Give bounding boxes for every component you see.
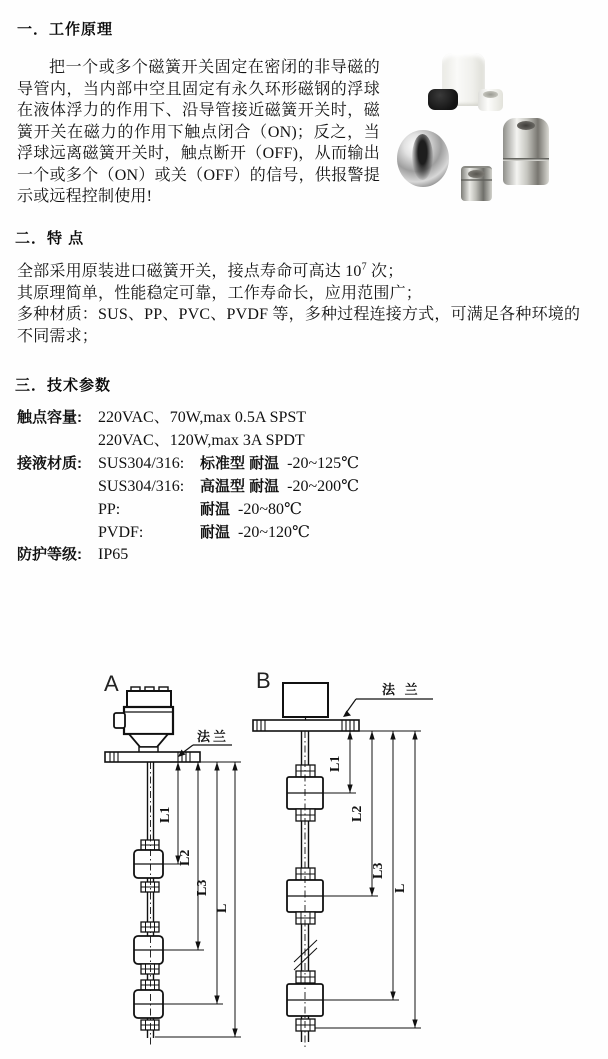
dim-a-l2: L2 [178,849,193,866]
feature-line-1-superscript: 7 [361,261,367,273]
diagram-b [253,668,433,1050]
spec-material: SUS304/316: [98,454,185,472]
dim-b-l3: L3 [371,862,386,879]
spec-type: 耐温 [200,500,231,518]
diagram-b-flange [253,720,359,731]
float-a1 [134,850,163,878]
section1-heading: 一．工作原理 [17,21,114,38]
dim-b-l: L [393,883,408,893]
dim-b-l2: L2 [350,805,365,822]
diagram-a-label: A [104,671,119,696]
spec-label: 接液材质: [17,454,82,472]
diagram-a-head [114,687,173,753]
spec-temp: -20~80℃ [238,500,302,518]
dim-a-l3: L3 [195,879,210,896]
dim-a-l: L [215,903,230,913]
spec-label: 触点容量: [17,409,82,426]
diagram-a [104,671,241,1045]
diagram-b-dimensions [315,731,421,1028]
feature-line-3: 多种材质：SUS、PP、PVC、PVDF 等，多种过程连接方式，可满足各种环境的不同需求； [17,306,581,345]
diagram-b-head [283,683,328,717]
spec-material: PP: [98,500,121,518]
diagram-a-flange [105,752,200,762]
diagram-a-dimensions [155,762,241,1037]
spec-temp: -20~200℃ [287,477,360,495]
feature-line-2: 其原理简单，性能稳定可靠，工作寿命长，应用范围广； [17,284,423,302]
diagram-b-label: B [256,668,271,693]
spec-type: 耐温 [200,523,231,541]
section2-heading: 二．特 点 [15,230,85,247]
spec-value: IP65 [98,546,129,564]
spec-type: 标准型 耐温 [200,454,280,472]
dim-a-l1: L1 [158,806,173,823]
spec-type: 高温型 耐温 [200,477,280,495]
feature-line-1-text: 全部采用原装进口磁簧开关，接点寿命可高达 10 [17,263,362,280]
spec-material: PVDF: [98,523,144,541]
section3-heading: 三．技术参数 [15,377,112,394]
cable-entry [114,713,125,728]
float-a2 [134,936,163,964]
spec-temp: -20~125℃ [287,454,360,472]
spec-label: 防护等级: [17,546,82,564]
diagram-b-flange-label: 法 兰 [382,682,421,697]
spec-material: SUS304/316: [98,477,185,495]
spec-value: 220VAC、70W,max 0.5A SPST [98,409,307,426]
working-principle-paragraph: 把一个或多个磁簧开关固定在密闭的非导磁的导管内，当内部中空且固定有永久环形磁钢的浮球在液体浮力的作用下、沿导管接近磁簧开关时，磁簧开关在磁力的作用下触点闭合（ON)；反之，当浮球远离磁簧开关时，触点断开（OFF)，从而输出一个或多个（ON）或关（OFF）的信号，供报警提示或远程控制使用! [17,59,380,205]
feature-line-1-tail: 次； [366,263,404,280]
diagram-a-flange-label: 法兰 [197,729,230,744]
flange-leader-arrow-b [343,711,351,718]
spec-temp: -20~120℃ [238,523,310,541]
dim-b-l1: L1 [328,755,343,772]
float-a3 [134,990,163,1018]
spec-value: 220VAC、120W,max 3A SPDT [98,431,305,449]
